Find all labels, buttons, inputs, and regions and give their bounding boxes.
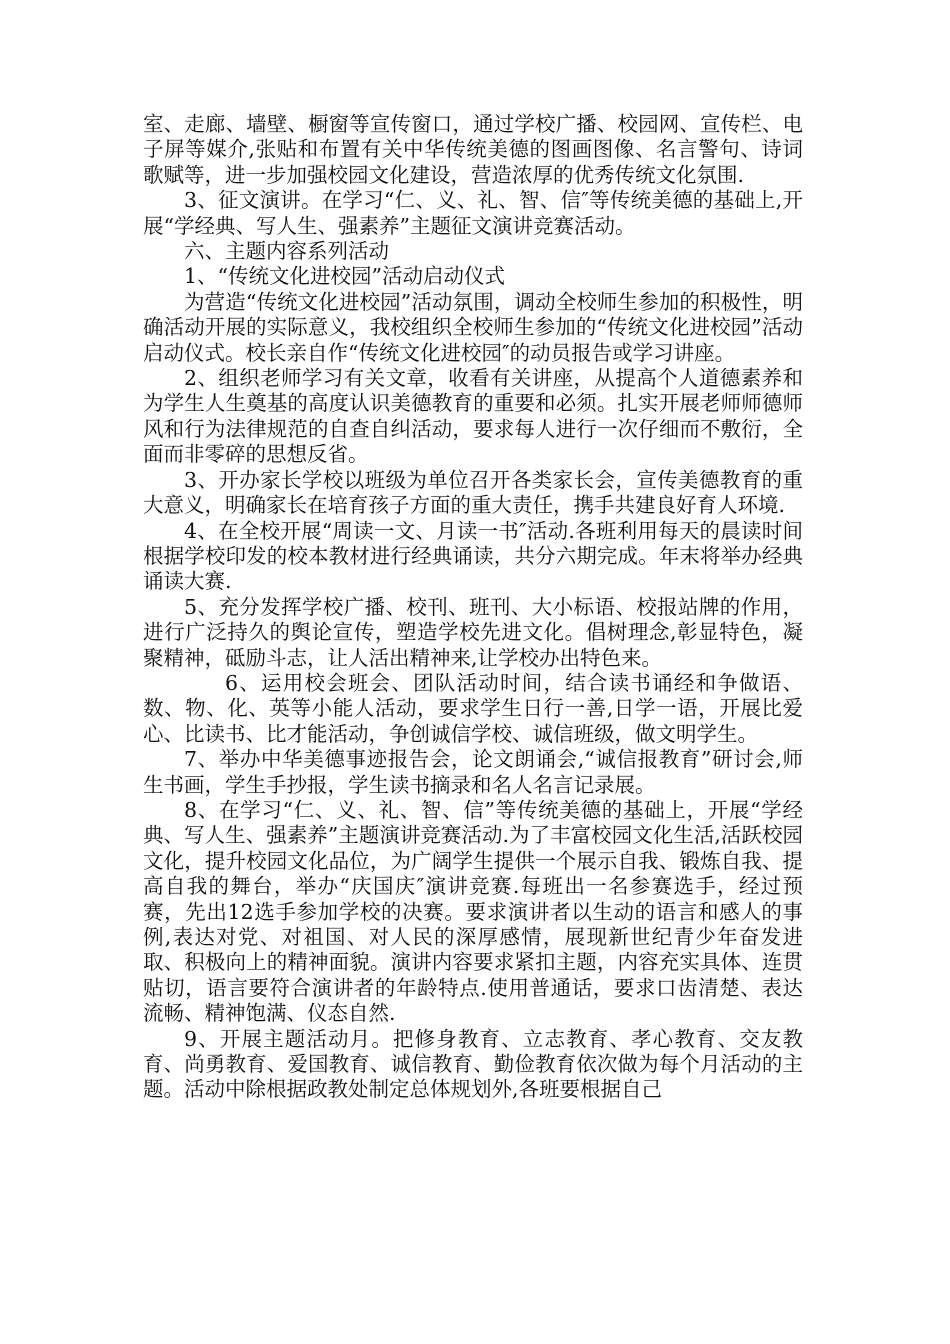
paragraph-item-4: 4、在全校开展“周读一文、月读一书″活动.各班利用每天的晨读时间根据学校印发的校本教材进行经典诵读，共分六期完成。年末将举办经典诵读大赛. bbox=[143, 518, 803, 594]
paragraph-item-5: 5、充分发挥学校广播、校刊、班刊、大小标语、校报站牌的作用，进行广泛持久的舆论宣传，塑造学校先进文化。倡树理念,彰显特色，凝聚精神，砥励斗志，让人活出精神来,让学校办出特色来。 bbox=[143, 594, 803, 670]
paragraph-item-3-parents: 3、开办家长学校以班级为单位召开各类家长会，宣传美德教育的重大意义，明确家长在培育孩子方面的重大责任，携手共建良好育人环境. bbox=[143, 467, 803, 518]
paragraph-item-7: 7、举办中华美德事迹报告会，论文朗诵会,“诚信报教育”研讨会,师生书画，学生手抄报，学生读书摘录和名人名言记录展。 bbox=[143, 747, 803, 797]
paragraph-item-9: 9、开展主题活动月。把修身教育、立志教育、孝心教育、交友教育、尚勇教育、爱国教育、诚信教育、勤俭教育依次做为每个月活动的主题。活动中除根据政教处制定总体规划外,各班要根据自己 bbox=[143, 1026, 803, 1102]
document-body bbox=[143, 112, 803, 1103]
paragraph-continuation: 室、走廊、墙壁、橱窗等宣传窗口，通过学校广播、校园网、宣传栏、电子屏等媒介,张贴和布置有关中华传统美德的图画图像、名言警句、诗词歌赋等，进一步加强校园文化建设，营造浓厚的优秀传统文化氛围. bbox=[143, 112, 803, 187]
paragraph-item-8: 8、在学习“仁、义、礼、智、信”等传统美德的基础上，开展“学经典、写人生、强素养”主题演讲竞赛活动.为了丰富校园文化生活,活跃校园文化，提升校园文化品位，为广阔学生提供一个展示自我、锻炼自我、提高自我的舞台，举办“庆国庆″演讲竞赛.每班出一名参赛选手，经过预赛，先出12选手参加学校的决赛。要求演讲者以生动的语言和感人的事例,表达对党、对祖国、对人民的深厚感情，展现新世纪青少年奋发进取、积极向上的精神面貌。演讲内容要求紧扣主题，内容充实具体、连贯贴切，语言要符合演讲者的年龄特点.使用普通话，要求口齿清楚、表达流畅、精神饱满、仪态自然. bbox=[143, 797, 803, 1026]
paragraph-item-6: 6、运用校会班会、团队活动时间，结合读书诵经和争做语、数、物、化、英等小能人活动，要求学生日行一善,日学一语，开展比爱心、比读书、比才能活动，争创诚信学校、诚信班级，做文明学生。 bbox=[143, 670, 803, 746]
paragraph-item-3: 3、征文演讲。在学习“仁、义、礼、智、信″等传统美德的基础上,开展“学经典、写人生、强素养”主题征文演讲竞赛活动。 bbox=[143, 188, 803, 238]
paragraph-item-2: 2、组织老师学习有关文章，收看有关讲座，从提高个人道德素养和为学生人生奠基的高度认识美德教育的重要和必须。扎实开展老师师德师风和行为法律规范的自查自纠活动，要求每人进行一次仔细而不敷衍，全面而非零碎的思想反省。 bbox=[143, 366, 803, 467]
paragraph-launch-ceremony: 为营造“传统文化进校园”活动氛围，调动全校师生参加的积极性，明确活动开展的实际意义，我校组织全校师生参加的“传统文化进校园”活动启动仪式。校长亲自作“传统文化进校园″的动员报告或学习讲座。 bbox=[143, 289, 803, 365]
section-heading-6: 六、主题内容系列活动 bbox=[184, 239, 389, 264]
subheading-item-1: 1、“传统文化进校园”活动启动仪式 bbox=[184, 264, 506, 289]
